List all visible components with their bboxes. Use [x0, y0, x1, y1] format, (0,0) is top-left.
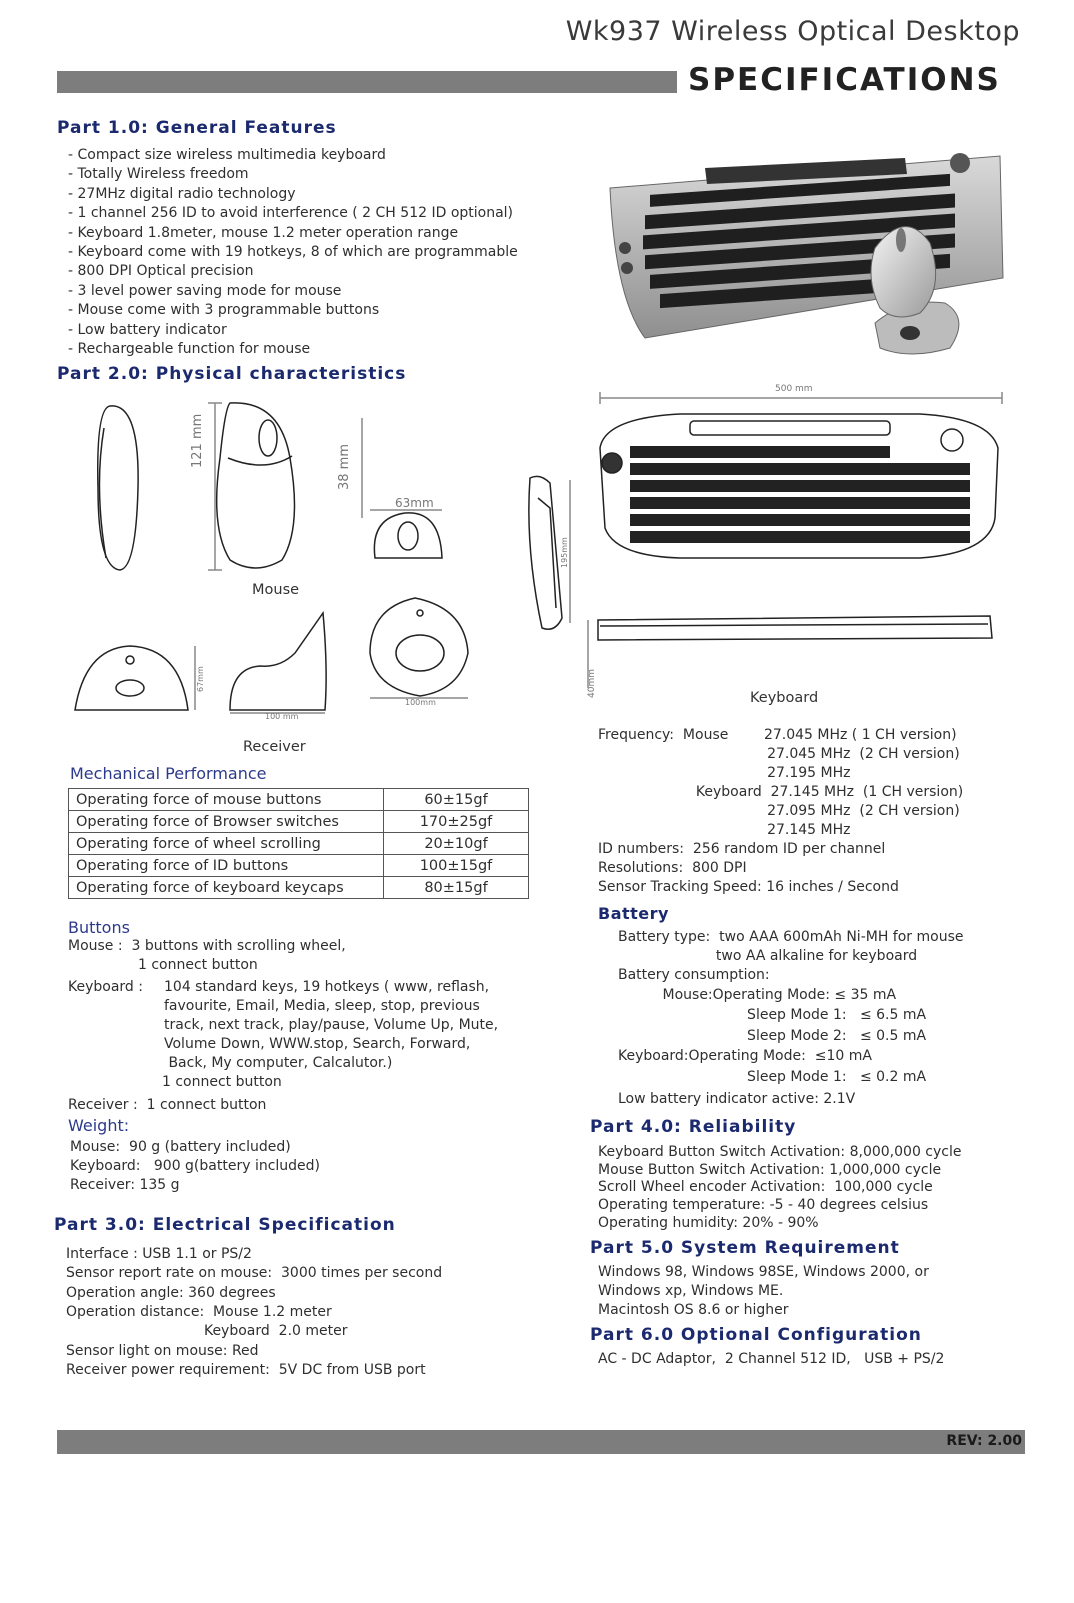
weight-line: Mouse: 90 g (battery included) [70, 1139, 291, 1155]
system-line: Macintosh OS 8.6 or higher [598, 1302, 789, 1318]
buttons-title: Buttons [68, 918, 130, 937]
reliability-line: Operating humidity: 20% - 90% [598, 1215, 819, 1231]
mechanical-title: Mechanical Performance [70, 764, 267, 783]
buttons-keyboard-line: favourite, Email, Media, sleep, stop, previous [164, 998, 480, 1014]
receiver-caption: Receiver [243, 739, 306, 755]
optional-config-line: AC - DC Adaptor, 2 Channel 512 ID, USB + PS/2 [598, 1351, 945, 1367]
table-cell-item: Operating force of wheel scrolling [69, 833, 384, 855]
table-row [69, 789, 529, 811]
table-cell-value: 60±15gf [384, 789, 529, 811]
buttons-keyboard-line: Back, My computer, Calcalutor.) [164, 1055, 393, 1071]
table-cell-value: 170±25gf [384, 811, 529, 833]
buttons-receiver-line: Receiver : 1 connect button [68, 1097, 267, 1113]
header-bar [57, 71, 677, 93]
table-cell-value: 100±15gf [384, 855, 529, 877]
tracking-speed: Sensor Tracking Speed: 16 inches / Second [598, 879, 899, 895]
battery-line: Battery consumption: [618, 967, 770, 983]
battery-line: Sleep Mode 1: ≤ 0.2 mA [618, 1069, 927, 1085]
list-item: - 800 DPI Optical precision [68, 263, 254, 280]
product-photo [605, 148, 1005, 358]
dim-keyboard-width: 500 mm [775, 384, 813, 394]
table-row [69, 877, 529, 899]
buttons-keyboard-line: Volume Down, WWW.stop, Search, Forward, [164, 1036, 471, 1052]
list-item: - Rechargeable function for mouse [68, 341, 311, 358]
dim-mouse-height: 38 mm [337, 443, 352, 490]
part5-title: Part 5.0 System Requirement [590, 1238, 900, 1258]
battery-line: two AA alkaline for keyboard [618, 948, 918, 964]
electrical-line: Receiver power requirement: 5V DC from USB port [66, 1362, 426, 1378]
mouse-receiver-drawings [70, 398, 490, 728]
electrical-line: Operation distance: Mouse 1.2 meter [66, 1304, 332, 1320]
reliability-line: Keyboard Button Switch Activation: 8,000,000 cycle [598, 1144, 962, 1160]
table-cell-value: 80±15gf [384, 877, 529, 899]
table-row [69, 811, 529, 833]
dim-mouse-width: 63mm [395, 496, 434, 510]
battery-line: Sleep Mode 2: ≤ 0.5 mA [618, 1028, 927, 1044]
dim-keyboard-height: 40mm [587, 669, 597, 698]
buttons-keyboard-line: 104 standard keys, 19 hotkeys ( www, reflash, [164, 979, 490, 995]
reliability-line: Mouse Button Switch Activation: 1,000,000 cycle [598, 1162, 942, 1178]
product-title: Wk937 Wireless Optical Desktop [565, 16, 1020, 47]
battery-title: Battery [598, 904, 669, 923]
electrical-line: Sensor report rate on mouse: 3000 times per second [66, 1265, 443, 1281]
weight-line: Receiver: 135 g [70, 1177, 180, 1193]
list-item: - 1 channel 256 ID to avoid interference ( 2 CH 512 ID optional) [68, 205, 514, 222]
dim-receiver-height: 67mm [196, 666, 205, 692]
weight-title: Weight: [68, 1116, 130, 1135]
table-cell-item: Operating force of mouse buttons [69, 789, 384, 811]
table-row [69, 833, 529, 855]
frequency-line: 27.145 MHz [598, 822, 851, 838]
mouse-caption: Mouse [252, 582, 300, 598]
dim-keyboard-depth: 195mm [560, 537, 569, 568]
frequency-line: Keyboard 27.145 MHz (1 CH version) [598, 784, 964, 800]
dim-receiver-width-1: 100 mm [265, 712, 299, 721]
frequency-line: 27.045 MHz (2 CH version) [598, 746, 960, 762]
dim-receiver-width-2: 100mm [405, 698, 436, 707]
electrical-line: Sensor light on mouse: Red [66, 1343, 259, 1359]
resolutions: Resolutions: 800 DPI [598, 860, 747, 876]
frequency-line: Frequency: Mouse 27.045 MHz ( 1 CH version) [598, 727, 957, 743]
buttons-mouse-line-1: Mouse : 3 buttons with scrolling wheel, [68, 938, 346, 954]
mechanical-table [68, 788, 529, 899]
table-row [69, 855, 529, 877]
part4-title: Part 4.0: Reliability [590, 1117, 797, 1137]
table-cell-value: 20±10gf [384, 833, 529, 855]
battery-line: Keyboard:Operating Mode: ≤10 mA [618, 1048, 872, 1064]
list-item: - Keyboard come with 19 hotkeys, 8 of which are programmable [68, 244, 518, 261]
table-cell-item: Operating force of keyboard keycaps [69, 877, 384, 899]
table-cell-item: Operating force of Browser switches [69, 811, 384, 833]
part3-title: Part 3.0: Electrical Specification [54, 1215, 396, 1235]
system-line: Windows 98, Windows 98SE, Windows 2000, or [598, 1264, 929, 1280]
list-item: - Keyboard 1.8meter, mouse 1.2 meter operation range [68, 224, 459, 241]
system-line: Windows xp, Windows ME. [598, 1283, 784, 1299]
list-item: - Mouse come with 3 programmable buttons [68, 302, 380, 319]
list-item: - Totally Wireless freedom [68, 166, 249, 183]
electrical-line: Interface : USB 1.1 or PS/2 [66, 1246, 252, 1262]
features-list [68, 146, 518, 359]
part6-title: Part 6.0 Optional Configuration [590, 1325, 922, 1345]
table-cell-item: Operating force of ID buttons [69, 855, 384, 877]
battery-line: Battery type: two AAA 600mAh Ni-MH for mouse [618, 929, 964, 945]
list-item: - 3 level power saving mode for mouse [68, 282, 342, 299]
battery-line: Sleep Mode 1: ≤ 6.5 mA [618, 1007, 927, 1023]
buttons-keyboard-line: 1 connect button [162, 1074, 282, 1090]
keyboard-drawing [520, 388, 1020, 688]
dim-mouse-length: 121 mm [190, 413, 205, 468]
keyboard-caption: Keyboard [750, 690, 819, 706]
reliability-line: Operating temperature: -5 - 40 degrees celsius [598, 1197, 929, 1213]
frequency-line: 27.195 MHz [598, 765, 851, 781]
frequency-line: 27.095 MHz (2 CH version) [598, 803, 960, 819]
list-item: - Low battery indicator [68, 321, 227, 338]
reliability-line: Scroll Wheel encoder Activation: 100,000 cycle [598, 1179, 933, 1195]
battery-line: Low battery indicator active: 2.1V [618, 1091, 856, 1107]
buttons-keyboard-line: track, next track, play/pause, Volume Up, Mute, [164, 1017, 499, 1033]
list-item: - Compact size wireless multimedia keyboard [68, 147, 386, 163]
part1-title: Part 1.0: General Features [57, 118, 337, 138]
footer-bar [57, 1430, 1025, 1454]
id-numbers: ID numbers: 256 random ID per channel [598, 841, 886, 857]
revision-label: REV: 2.00 [946, 1433, 1022, 1449]
weight-line: Keyboard: 900 g(battery included) [70, 1158, 321, 1174]
specifications-heading: SPECIFICATIONS [688, 62, 1001, 98]
battery-line: Mouse:Operating Mode: ≤ 35 mA [618, 987, 897, 1003]
part2-title: Part 2.0: Physical characteristics [57, 364, 407, 384]
electrical-line: Operation angle: 360 degrees [66, 1285, 276, 1301]
buttons-mouse-line-2: 1 connect button [138, 957, 258, 973]
buttons-keyboard-label: Keyboard : [68, 979, 143, 995]
electrical-line: Keyboard 2.0 meter [66, 1323, 348, 1339]
list-item: - 27MHz digital radio technology [68, 185, 296, 202]
